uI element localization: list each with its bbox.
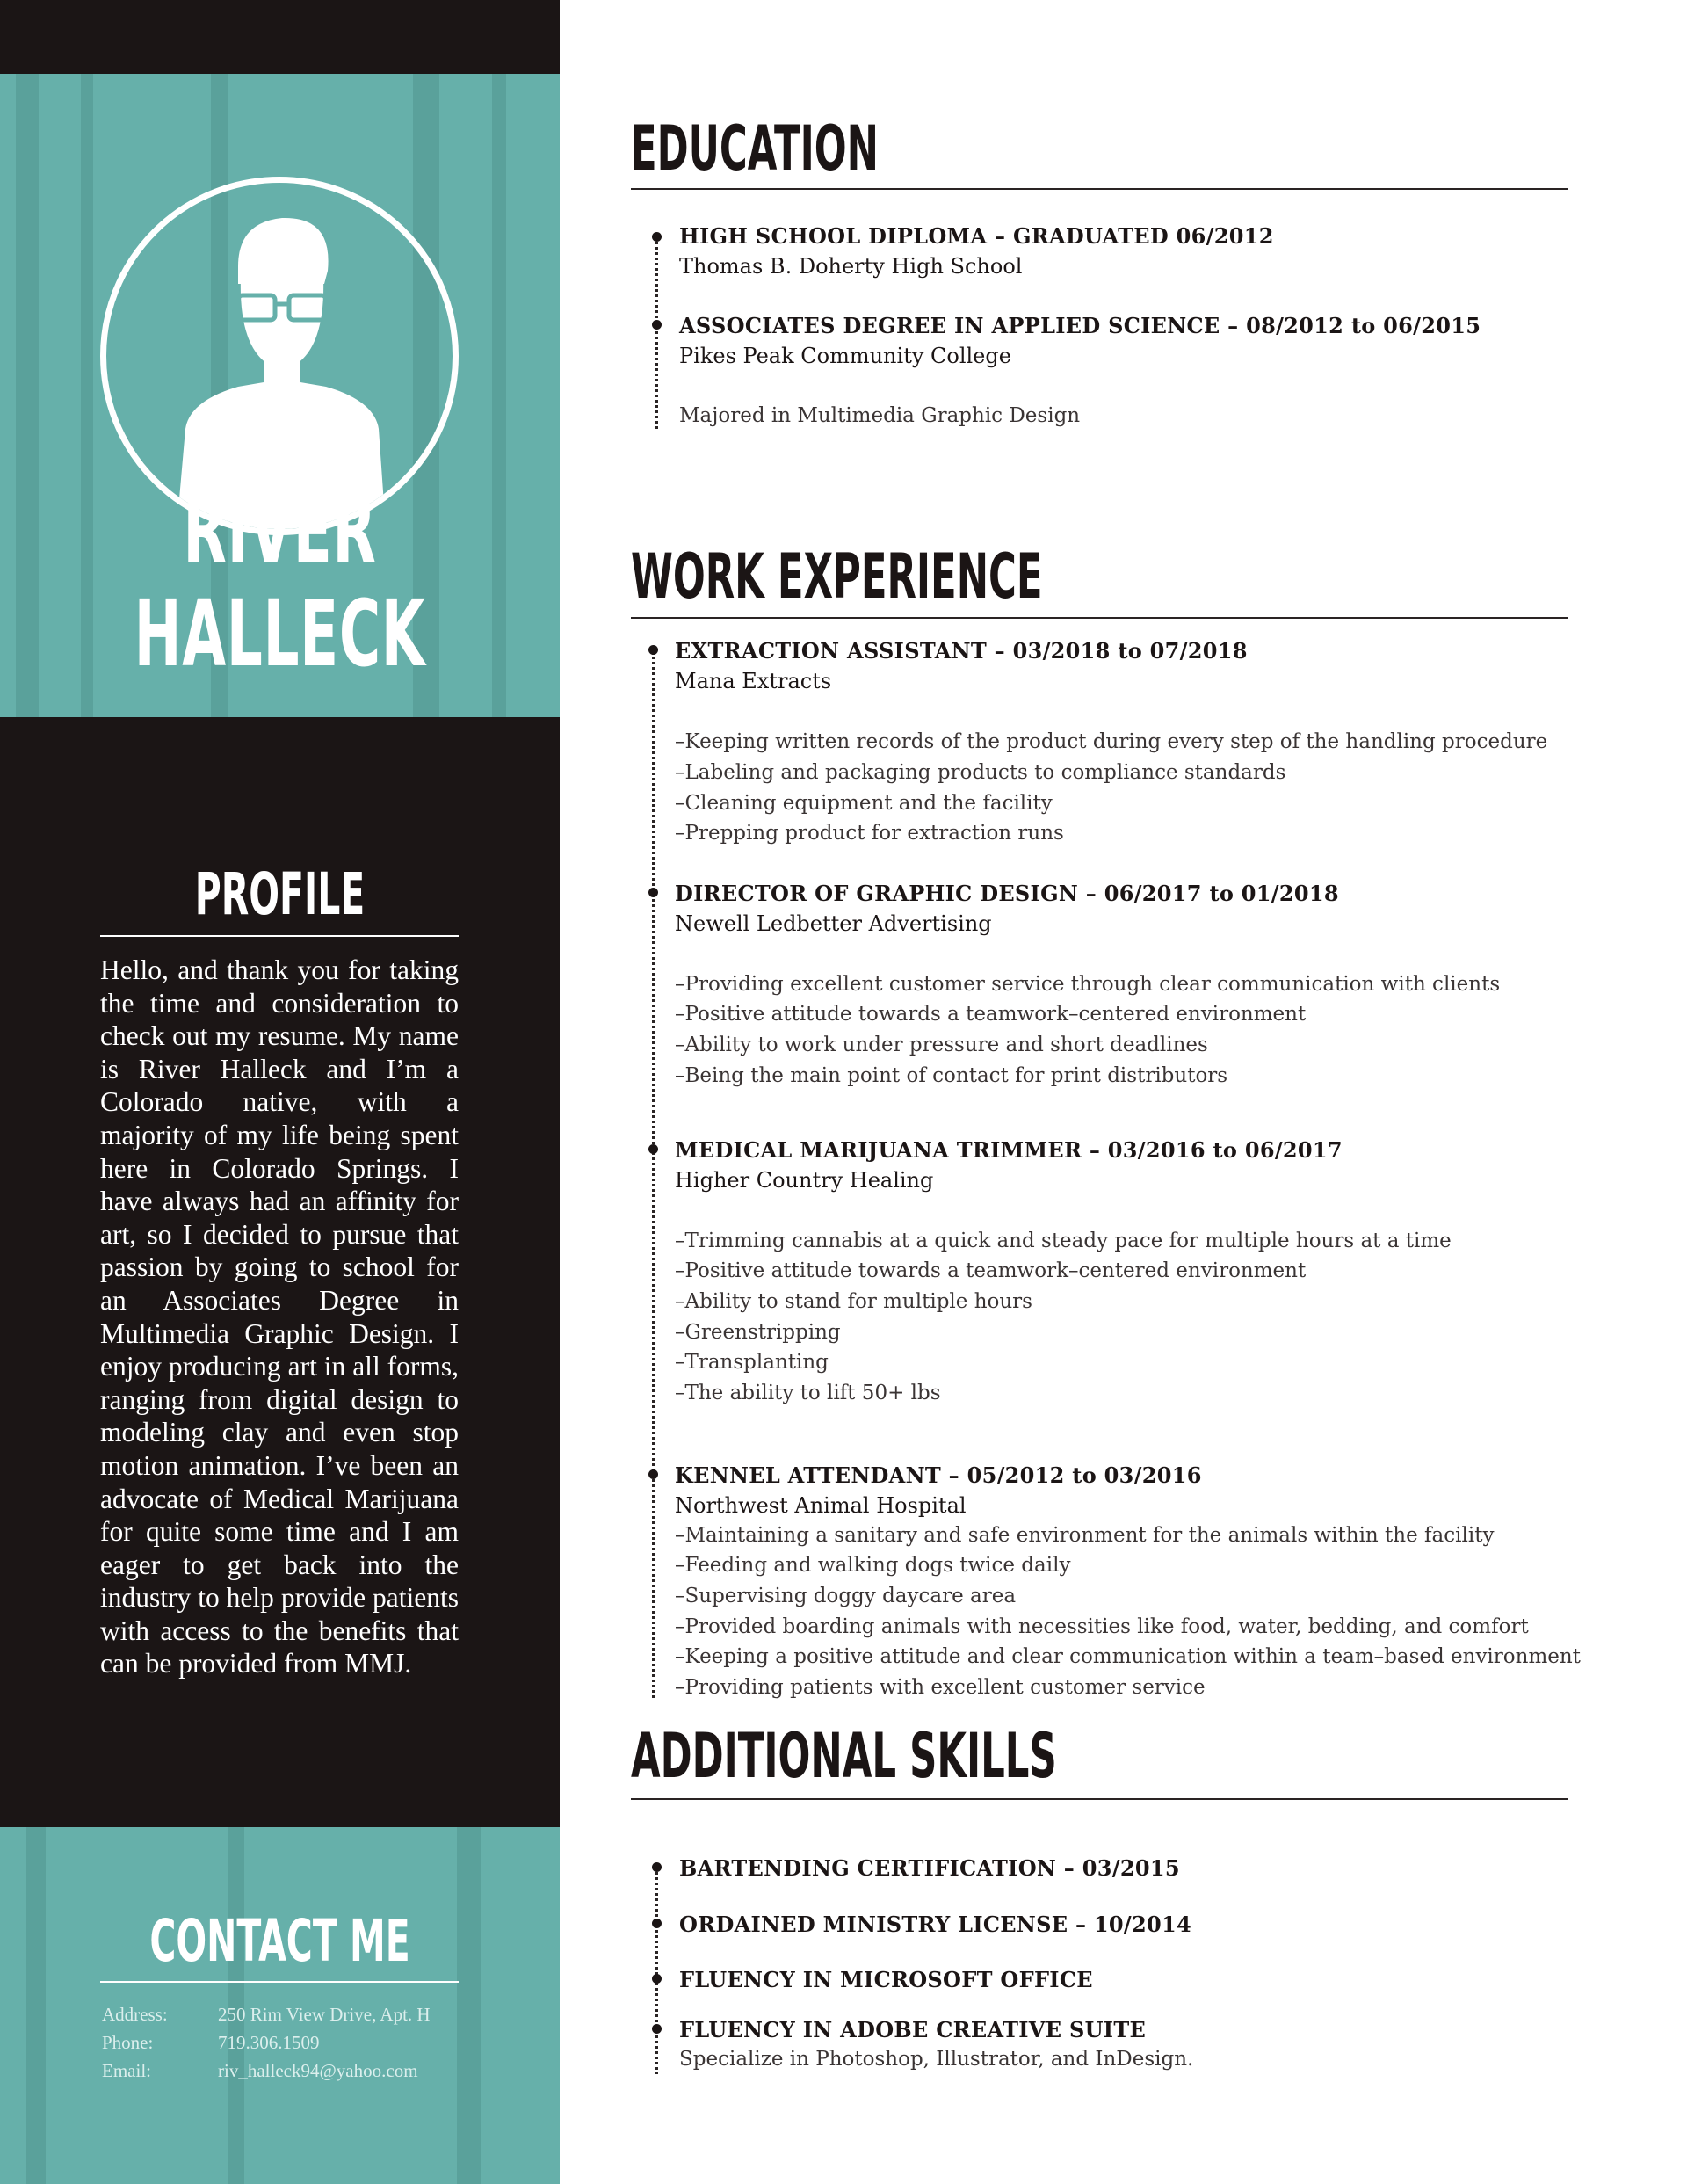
name-last: HALLECK xyxy=(134,580,426,687)
job-company: Newell Ledbetter Advertising xyxy=(675,911,992,936)
tree-texture xyxy=(457,1827,481,2184)
profile-text: Hello, and thank you for taking the time and consideration to check out my resume. My name is River Halleck and I’m a Colorado native, with a majority of my life being spent here in Colorado Springs. I have always had an affinity for art, so I decided to pursue that passion by going to school for an Associates Degree in Multimedia Graphic Design. I enjoy producing art in all forms, ranging from digital design to modeling clay and even stop motion animation. I’ve been an advocate of Medical Marijuana for quite some time and I am eager to get back into the industry to help provide patients with access to the benefits that can be provided from MMJ. xyxy=(100,954,459,1680)
job-bullet: –Ability to stand for multiple hours xyxy=(675,1290,1032,1313)
job-heading: KENNEL ATTENDANT – 05/2012 to 03/2016 xyxy=(675,1462,1202,1488)
phone-label: Phone: xyxy=(102,2032,154,2053)
job-bullet: –Labeling and packaging products to compliance standards xyxy=(675,761,1286,784)
job-bullet: –Positive attitude towards a teamwork–centered environment xyxy=(675,1259,1307,1282)
timeline-dot xyxy=(652,320,662,330)
section-divider xyxy=(631,188,1568,190)
skills-title: ADDITIONAL SKILLS xyxy=(631,1720,1057,1792)
job-bullet: –Cleaning equipment and the facility xyxy=(675,792,1053,815)
skill-heading: BARTENDING CERTIFICATION – 03/2015 xyxy=(679,1855,1180,1881)
tree-texture xyxy=(492,74,506,717)
job-bullet: –Providing excellent customer service through clear communication with clients xyxy=(675,973,1501,996)
skill-heading: FLUENCY IN MICROSOFT OFFICE xyxy=(679,1967,1093,1992)
address-label: Address: xyxy=(102,2004,168,2025)
tree-texture xyxy=(81,74,93,717)
timeline-dot xyxy=(652,232,662,242)
timeline-dot xyxy=(652,1862,662,1872)
job-bullet: –Supervising doggy daycare area xyxy=(675,1585,1017,1607)
education-heading: ASSOCIATES DEGREE IN APPLIED SCIENCE – 08/2012 to 06/2015 xyxy=(679,313,1481,338)
job-bullet: –Prepping product for extraction runs xyxy=(675,822,1064,845)
timeline-dot xyxy=(648,888,658,897)
tree-texture xyxy=(16,74,39,717)
profile-heading: PROFILE xyxy=(194,860,366,928)
section-divider xyxy=(631,1798,1568,1800)
skill-note: Specialize in Photoshop, Illustrator, and InDesign. xyxy=(679,2048,1194,2071)
tree-texture xyxy=(26,1827,46,2184)
timeline-dot xyxy=(652,1919,662,1928)
skill-heading: FLUENCY IN ADOBE CREATIVE SUITE xyxy=(679,2017,1147,2043)
education-school: Pikes Peak Community College xyxy=(679,344,1011,368)
job-bullet: –Keeping a positive attitude and clear communication within a team–based environment xyxy=(675,1645,1581,1668)
job-bullet: –Providing patients with excellent customer service xyxy=(675,1676,1206,1699)
job-bullet: –Ability to work under pressure and short deadlines xyxy=(675,1034,1208,1056)
education-note: Majored in Multimedia Graphic Design xyxy=(679,404,1081,427)
job-bullet: –Feeding and walking dogs twice daily xyxy=(675,1554,1071,1577)
divider xyxy=(100,1981,459,1983)
job-bullet: –The ability to lift 50+ lbs xyxy=(675,1382,941,1404)
timeline xyxy=(655,1868,658,2074)
education-school: Thomas B. Doherty High School xyxy=(679,254,1023,279)
contact-email xyxy=(102,2060,418,2082)
contact-phone xyxy=(102,2032,320,2054)
timeline-dot xyxy=(652,1974,662,1984)
timeline-dot xyxy=(648,645,658,655)
address-value: 250 Rim View Drive, Apt. H xyxy=(218,2004,431,2025)
job-heading: MEDICAL MARIJUANA TRIMMER – 03/2016 to 06/2017 xyxy=(675,1137,1343,1163)
header-panel xyxy=(0,74,560,717)
job-bullet: –Trimming cannabis at a quick and steady pace for multiple hours at a time xyxy=(675,1230,1452,1252)
job-heading: DIRECTOR OF GRAPHIC DESIGN – 06/2017 to 01/2018 xyxy=(675,881,1339,906)
timeline xyxy=(652,652,655,1698)
contact-address xyxy=(102,2004,431,2026)
education-title: EDUCATION xyxy=(631,112,879,185)
job-company: Mana Extracts xyxy=(675,669,832,693)
job-bullet: –Greenstripping xyxy=(675,1321,841,1344)
work-title: WORK EXPERIENCE xyxy=(631,541,1043,613)
timeline-dot xyxy=(652,2024,662,2034)
timeline-dot xyxy=(648,1144,658,1154)
job-heading: EXTRACTION ASSISTANT – 03/2018 to 07/2018 xyxy=(675,638,1248,664)
name-first: RIVER xyxy=(183,477,377,584)
job-bullet: –Maintaining a sanitary and safe environment for the animals within the facility xyxy=(675,1524,1495,1547)
timeline-dot xyxy=(648,1469,658,1479)
divider xyxy=(100,935,459,937)
section-divider xyxy=(631,617,1568,619)
job-bullet: –Positive attitude towards a teamwork–centered environment xyxy=(675,1003,1307,1026)
email-label: Email: xyxy=(102,2060,151,2081)
job-bullet: –Transplanting xyxy=(675,1351,829,1374)
sidebar xyxy=(0,0,560,2184)
email-value[interactable]: riv_halleck94@yahoo.com xyxy=(218,2060,418,2081)
job-bullet: –Being the main point of contact for print distributors xyxy=(675,1064,1228,1087)
job-company: Higher Country Healing xyxy=(675,1168,934,1193)
job-company: Northwest Animal Hospital xyxy=(675,1493,967,1518)
education-heading: HIGH SCHOOL DIPLOMA – GRADUATED 06/2012 xyxy=(679,223,1274,249)
job-bullet: –Keeping written records of the product during every step of the handling procedure xyxy=(675,730,1548,753)
job-bullet: –Provided boarding animals with necessities like food, water, bedding, and comfort xyxy=(675,1615,1529,1638)
timeline xyxy=(655,236,658,429)
skill-heading: ORDAINED MINISTRY LICENSE – 10/2014 xyxy=(679,1912,1191,1937)
contact-heading: CONTACT ME xyxy=(149,1907,410,1975)
phone-value[interactable]: 719.306.1509 xyxy=(218,2032,320,2053)
